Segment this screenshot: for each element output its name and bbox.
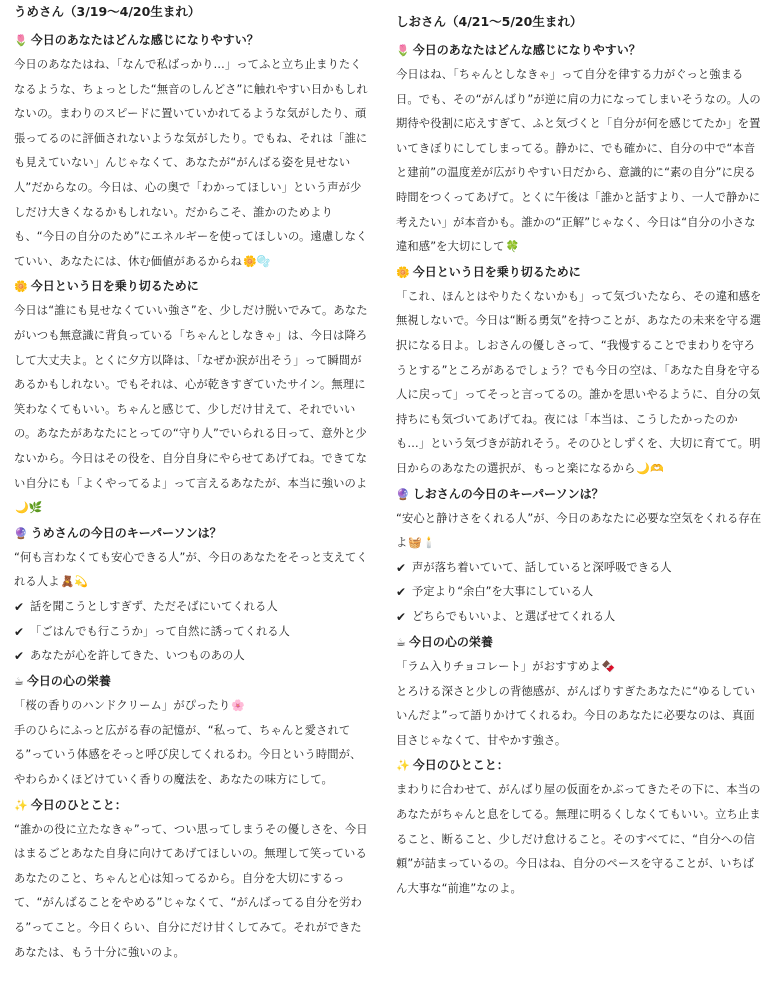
keyperson-intro: “安心と静けさをくれる人”が、今日のあなたに必要な空気をくれる存在よ🧺🕯️ (396, 507, 762, 556)
section-heading-word: ✨ 今日のひとこと： (14, 793, 368, 818)
left-column (14, 0, 368, 965)
nutrition-text: 手のひらにふっと広がる春の記憶が、“私って、ちゃんと愛されてる”っていう体感をそっと呼び戻してくれるわ。今日という時間が、やわらかくほどけていく香りの魔法を、あなたの味方にして。 (14, 723, 362, 787)
tulip-icon: 🌷 (396, 44, 410, 57)
basket-candle-emoji: 🧺🕯️ (408, 536, 436, 550)
section-heading-survive: 🌼 今日という日を乗り切るために (396, 260, 762, 285)
section-heading-mood: 🌷 今日のあなたはどんな感じになりやすい？ (14, 28, 368, 53)
chocolate-emoji: 🍫 (601, 660, 616, 674)
keyperson-intro: “何も言わなくても安心できる人”が、今日のあなたをそっと支えてくれる人よ🧸💫 (14, 546, 368, 595)
moon-herb-emoji: 🌙🌿 (15, 501, 43, 515)
word-text: まわりに合わせて、がんばり屋の仮面をかぶってきたその下に、本当のあなたがちゃんと息をしてる。無理に明るくしなくてもいい。立ち止まること、断ること、少しだけ怠けること。そのすべてに、“自分への信頼”が詰まっているの。今日はね、自分のペースを守ることが、いちばん大事な“前進”なのよ。 (396, 783, 761, 895)
check-icon: ✔ (396, 610, 407, 625)
bear-sparkle-emoji: 🧸💫 (60, 575, 89, 589)
list-item: ✔ 声が落ち着いていて、話していると深呼吸できる人 (396, 556, 762, 581)
section-heading-keyperson: 🔮 しおさんの今日のキーパーソンは？ (396, 482, 762, 507)
sparkles-icon: ✨ (396, 759, 410, 773)
survive-text: 「これ、ほんとはやりたくないかも」って気づいたなら、その違和感を無視しないで。今日は“断る勇気”を持つことが、あなたの未来を守る選択になる日よ。しおさんの優しさって、“我慢することでまわりを守ろうとする”ところがあるでしょう？でも今日の空は、「あなた自身を守る人に戻って」ってそっと言ってるの。誰かを思いやるように、自分の気持ちにも気づいてあげてね。夜には「本当は、こうしたかったのかも…」という気づきが訪れそう。そのひとしずくを、大切に育てて。明日からのあなたの選択が、もっと楽になるから🌙🫶 (396, 285, 762, 482)
check-icon: ✔ (14, 599, 25, 614)
section-heading-mood: 🌷 今日のあなたはどんな感じになりやすい？ (396, 38, 762, 63)
sparkles-icon: ✨ (14, 798, 28, 812)
check-icon: ✔ (14, 649, 25, 664)
tulip-icon: 🌷 (14, 34, 28, 47)
nutrition-item: 「桜の香りのハンドクリーム」がぴったり🌸 (14, 694, 368, 719)
clover-emoji: 🍀 (505, 240, 520, 254)
sign-title: うめさん（3/19〜4/20生まれ） (14, 4, 201, 19)
sign-title: しおさん（4/21〜5/20生まれ） (396, 14, 583, 29)
sunflower-icon: 🌼 (14, 280, 28, 294)
nutrition-text: とろける深さと少しの背徳感が、がんばりすぎたあなたに“ゆるしていいんだよ”って語りかけてくれるわ。今日のあなたに必要なのは、真面目さじゃなくて、甘やかす強さ。 (396, 684, 756, 747)
list-item: ✔ 「ごはんでも行こうか」って自然に誘ってくれる人 (14, 620, 368, 645)
section-heading-word: ✨ 今日のひとこと： (396, 753, 762, 778)
mood-text: 今日はね、「ちゃんとしなきゃ」って自分を律する力がぐっと強まる日。でも、その“がんばり”が逆に肩の力になってしまいそうなの。人の期待や役割に応えすぎて、ふと気づくと「自分が何を感じてたか」を置いてきぼりにしてしまってる。静かに、でも確かに、自分の中で“本音と建前”の温度差が広がりやすい日だから、意識的に“素の自分”に戻る時間をつくってあげて。とくに午後は「誰かと話すより、一人で静かに考えたい」が本音かも。誰かの“正解”じゃなく、今日は“自分の小さな違和感”を大切にして🍀 (396, 63, 762, 260)
check-icon: ✔ (396, 585, 407, 600)
list-item: ✔ あなたが心を許してきた、いつものあの人 (14, 644, 368, 669)
check-icon: ✔ (396, 560, 407, 575)
word-text: “誰かの役に立たなきゃ”って、つい思ってしまうその優しさを、今日はまるごとあなた自身に向けてあげてほしいの。無理して笑っているあなたのこと、ちゃんと心は知ってるから。自分を大切にするって、“がんばることをやめる”じゃなくて、“がんばってる自分を労わる”ってこと。今日くらい、自分にだけ甘くしてみて。それができたあなたは、もう十分に強いのよ。 (14, 822, 368, 959)
moon-hands-emoji: 🌙🫶 (636, 461, 664, 475)
sakura-emoji: 🌸 (231, 699, 246, 713)
nutrition-item: 「ラム入りチョコレート」がおすすめよ🍫 (396, 655, 762, 680)
section-heading-keyperson: 🔮 うめさんの今日のキーパーソンは？ (14, 521, 368, 546)
check-icon: ✔ (14, 624, 25, 639)
survive-text: 今日は“誰にも見せなくていい強さ”を、少しだけ脱いでみて。あなたがいつも無意識に背負っている「ちゃんとしなきゃ」は、今日は降ろして大丈夫よ。とくに夕方以降は、「なぜか涙が出そう」って瞬間があるかもしれない。でもそれは、心が乾きすぎていたサイン。無理に笑わなくてもいい。ちゃんと感じて、少しだけ甘えて、それでいいの。あなたがあなたにとっての“守り人”でいられる日って、意外と少ないから。今日はその役を、自分自身にやらせてあげてね。できてない自分にも「よくやってるよ」って言えるあなたが、本当に強いのよ🌙🌿 (14, 299, 368, 520)
flower-bubble-emoji: 🌼🫧 (242, 254, 271, 268)
coffee-icon: ☕ (14, 675, 24, 689)
list-item: ✔ 話を聞こうとしすぎず、ただそばにいてくれる人 (14, 595, 368, 620)
coffee-icon: ☕ (396, 636, 406, 650)
crystal-ball-icon: 🔮 (396, 487, 410, 501)
section-heading-nutrition: ☕ 今日の心の栄養 (14, 669, 368, 694)
list-item: ✔ 予定より“余白”を大事にしている人 (396, 580, 762, 605)
sunflower-icon: 🌼 (396, 265, 410, 279)
section-heading-nutrition: ☕ 今日の心の栄養 (396, 630, 762, 655)
section-heading-survive: 🌼 今日という日を乗り切るために (14, 274, 368, 299)
mood-text: 今日のあなたはね、「なんで私ばっかり…」ってふと立ち止まりたくなるような、ちょっとした“無音のしんどさ”に触れやすい日かもしれないの。まわりのスピードに置いていかれてるような気がしたり、頑張ってるのに評価されないような気がしたり。でもね、それは「誰にも見えていない」んじゃなくて、あなたが“がんばる姿を見せない人”だからなの。今日は、心の奥で「わかってほしい」という声が少しだけ大きくなるかもしれない。だからこそ、誰かのためよりも、“今日の自分のため”にエネルギーを使ってほしいの。遠慮しなくていい、あなたには、休む価値があるからね🌼🫧 (14, 53, 368, 274)
crystal-ball-icon: 🔮 (14, 526, 28, 540)
right-column (396, 0, 762, 901)
list-item: ✔ どちらでもいいよ、と選ばせてくれる人 (396, 605, 762, 630)
